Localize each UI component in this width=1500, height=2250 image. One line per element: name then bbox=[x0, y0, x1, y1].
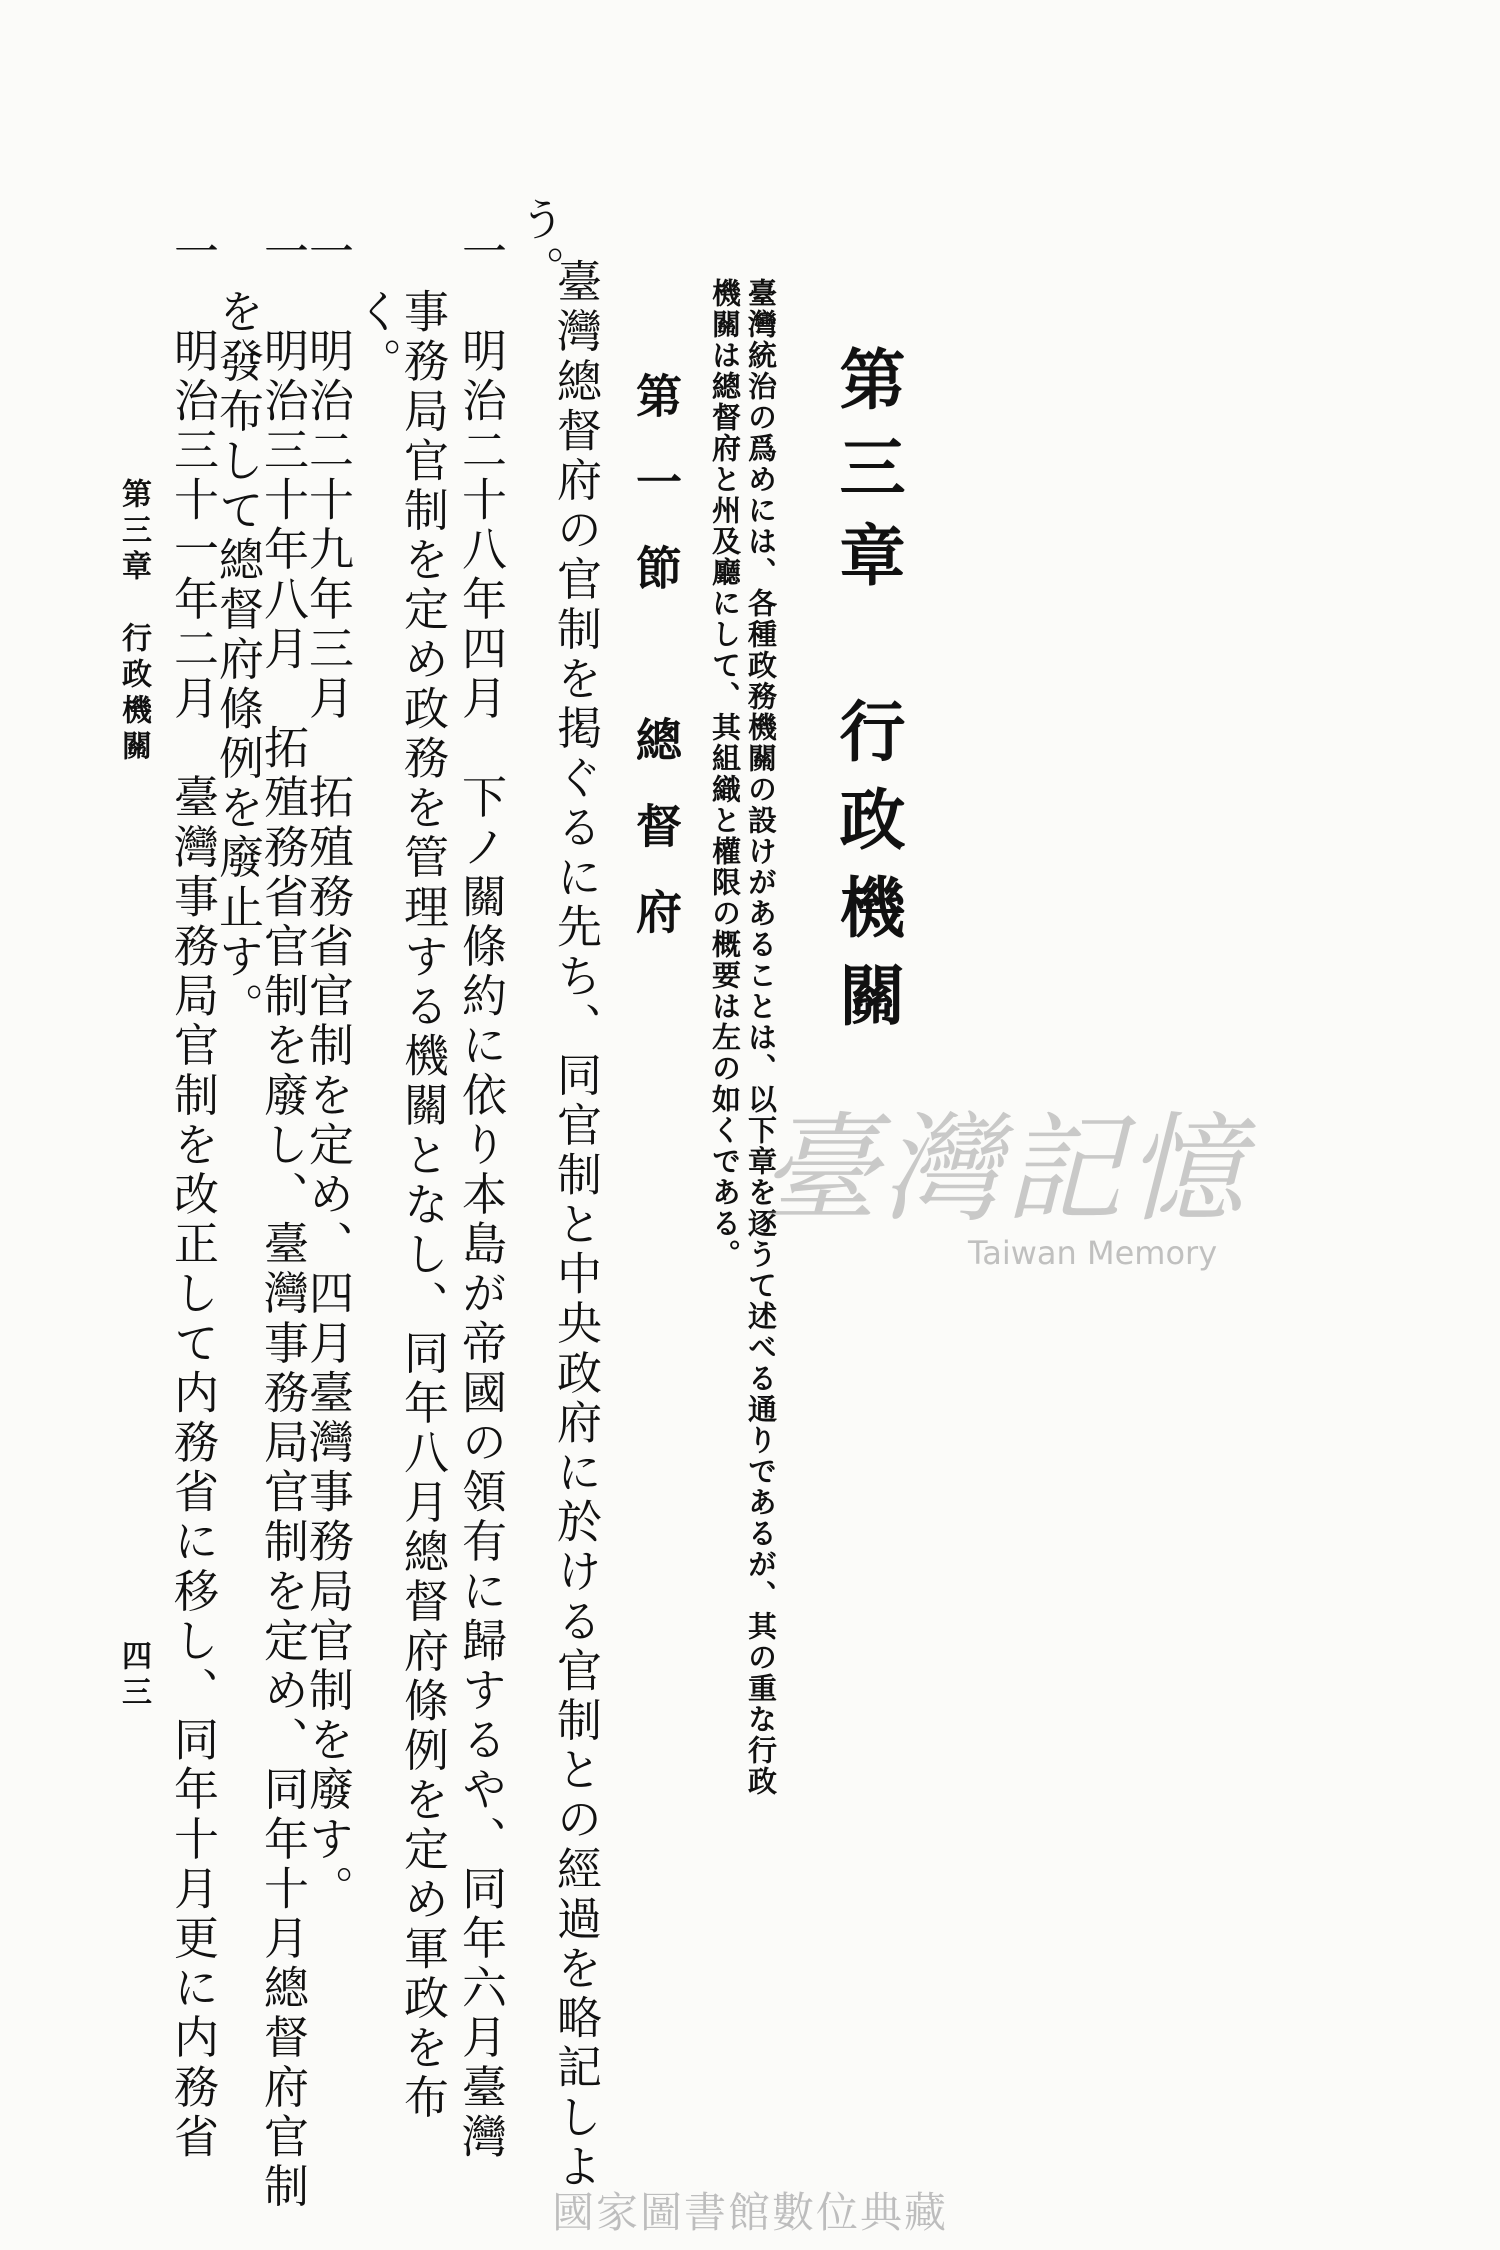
intro-line-1: 臺灣統治の爲めには、各種政務機關の設けがあることは、以下章を逐うて述べる通りであるが、其の重な行政 bbox=[744, 278, 778, 1797]
paragraph-line-2: う。 bbox=[512, 196, 565, 296]
intro-line-2: 機關は總督府と州及廳にして、其組織と權限の概要は左の如くである。 bbox=[708, 278, 742, 1270]
running-head: 第三章 行政機關 bbox=[116, 478, 151, 766]
watermark-text: 臺灣記憶 bbox=[760, 1100, 1249, 1238]
item-3-line-1: 一 明治三十年八月 拓殖務省官制を廢し、臺灣事務局官制を定め、同年十月總督府官制 bbox=[256, 228, 309, 2212]
watermark bbox=[760, 1100, 1249, 1290]
item-4-line-1: 一 明治三十一年二月 臺灣事務局官制を改正して内務省に移し、同年十月更に内務省 bbox=[166, 228, 219, 2163]
section-title: 第一節 總督府 bbox=[629, 372, 683, 974]
paragraph-line-1: 臺灣總督府の官制を掲ぐるに先ち、同官制と中央政府に於ける官制との經過を略記しよ bbox=[549, 258, 602, 2193]
library-mark: 國家圖書館數位典藏 bbox=[551, 2188, 948, 2237]
item-1-line-3: く。 bbox=[349, 288, 402, 388]
item-3-line-2: を發布して總督府條例を廢止す。 bbox=[211, 288, 264, 1032]
item-1-line-1: 一 明治二十八年四月 下ノ關條約に依り本島が帝國の領有に歸するや、同年六月臺灣 bbox=[454, 228, 507, 2163]
watermark-subtext: Taiwan Memory bbox=[968, 1234, 1218, 1272]
page-number: 四三 bbox=[116, 1640, 151, 1712]
item-1-line-2: 事務局官制を定め政務を管理する機關となし、同年八月總督府條例を定め軍政を布 bbox=[396, 288, 449, 2124]
chapter-title: 第三章 行政機關 bbox=[828, 345, 905, 1049]
item-2-line-1: 一 明治二十九年三月 拓殖務省官制を定め、四月臺灣事務局官制を廢す。 bbox=[301, 228, 354, 1915]
